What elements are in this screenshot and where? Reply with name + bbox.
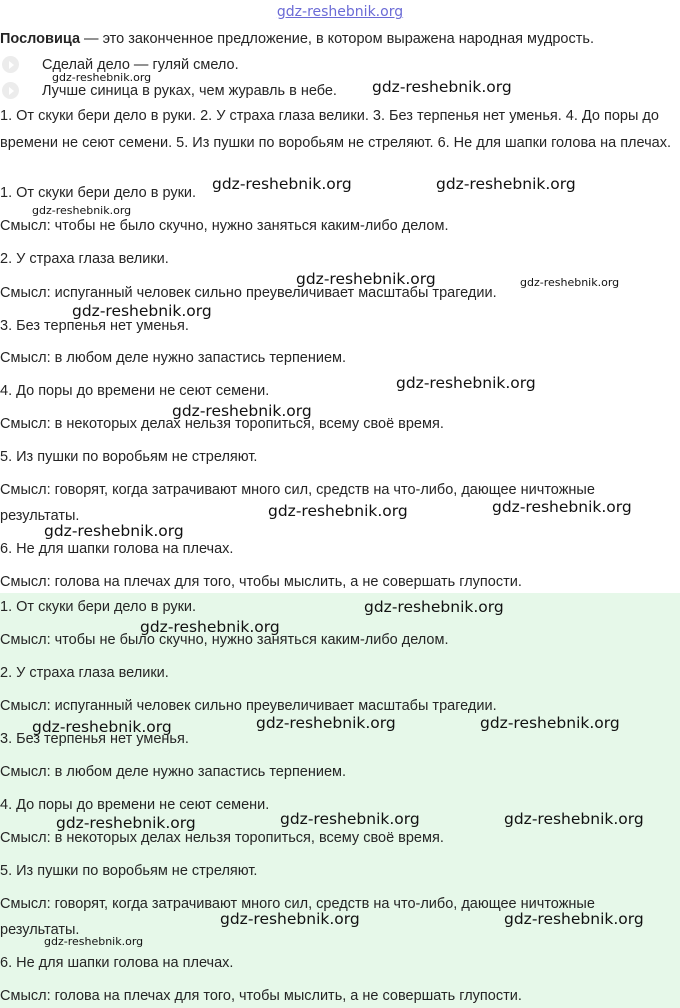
watermark: gdz-reshebnik.org — [220, 910, 360, 928]
watermark: gdz-reshebnik.org — [504, 810, 644, 828]
answer-5-meaning-line-1: Смысл: говорят, когда затрачивают много сил, средств на что-либо, дающее ничтожные — [0, 482, 595, 498]
task-paragraph: 1. От скуки бери дело в руки. 2. У страха глаза велики. 3. Без терпенья нет уменья. 4. До поры до времени не сеют семени. 5. Из пушки по воробьям не стреляют. 6. Не для шапки голова на плечах. — [0, 108, 672, 151]
answer-1-meaning: Смысл: чтобы не было скучно, нужно заняться каким-либо делом. — [0, 218, 449, 234]
watermark: gdz-reshebnik.org — [256, 714, 396, 732]
site-header-link[interactable]: gdz-reshebnik.org — [276, 4, 404, 20]
answer-4-proverb: 4. До поры до времени не сеют семени. — [0, 383, 270, 399]
watermark: gdz-reshebnik.org — [140, 618, 280, 636]
example-1: Сделай дело — гуляй смело. — [42, 57, 239, 73]
watermark: gdz-reshebnik.org — [56, 814, 196, 832]
watermark: gdz-reshebnik.org — [520, 276, 620, 289]
watermark: gdz-reshebnik.org — [504, 910, 644, 928]
watermark: gdz-reshebnik.org — [396, 374, 536, 392]
answer-5-proverb: 5. Из пушки по воробьям не стреляют. — [0, 449, 258, 465]
answer-5-meaning-line-2: результаты. — [0, 508, 80, 524]
answer-1-proverb: 1. От скуки бери дело в руки. — [0, 185, 197, 201]
answer-6-proverb-repeat: 6. Не для шапки голова на плечах. — [0, 955, 234, 971]
watermark: gdz-reshebnik.org — [172, 402, 312, 420]
watermark: gdz-reshebnik.org — [280, 810, 420, 828]
answer-5-meaning-line-1-repeat: Смысл: говорят, когда затрачивают много сил, средств на что-либо, дающее ничтожные — [0, 896, 595, 912]
answer-1-proverb-repeat: 1. От скуки бери дело в руки. — [0, 599, 197, 615]
answer-6-meaning: Смысл: голова на плечах для того, чтобы мыслить, а не совершать глупости. — [0, 574, 522, 590]
answer-6-meaning-repeat: Смысл: голова на плечах для того, чтобы мыслить, а не совершать глупости. — [0, 988, 522, 1004]
watermark: gdz-reshebnik.org — [296, 270, 436, 288]
watermark: gdz-reshebnik.org — [372, 78, 512, 96]
answer-5-meaning-line-2-repeat: результаты. — [0, 922, 80, 938]
watermark: gdz-reshebnik.org — [436, 175, 576, 193]
watermark: gdz-reshebnik.org — [44, 935, 144, 948]
answer-1-meaning-repeat: Смысл: чтобы не было скучно, нужно заняться каким-либо делом. — [0, 632, 449, 648]
answer-6-proverb: 6. Не для шапки голова на плечах. — [0, 541, 234, 557]
watermark: gdz-reshebnik.org — [480, 714, 620, 732]
answer-2-meaning-repeat: Смысл: испуганный человек сильно преувеличивает масштабы трагедии. — [0, 698, 497, 714]
answer-3-proverb: 3. Без терпенья нет уменья. — [0, 318, 189, 334]
intro-definition-text: — это законченное предложение, в котором выражена народная мудрость. — [80, 31, 594, 47]
intro-term: Пословица — [0, 31, 81, 47]
intro-definition — [0, 29, 594, 49]
answer-2-meaning: Смысл: испуганный человек сильно преувеличивает масштабы трагедии. — [0, 285, 497, 301]
bullet-play-icon — [2, 56, 19, 73]
answer-4-meaning: Смысл: в некоторых делах нельзя торопиться, всему своё время. — [0, 416, 444, 432]
watermark: gdz-reshebnik.org — [32, 718, 172, 736]
watermark: gdz-reshebnik.org — [72, 302, 212, 320]
example-2: Лучше синица в руках, чем журавль в небе. — [42, 83, 337, 99]
watermark: gdz-reshebnik.org — [492, 498, 632, 516]
watermark: gdz-reshebnik.org — [364, 598, 504, 616]
answer-2-proverb: 2. У страха глаза велики. — [0, 251, 169, 267]
watermark: gdz-reshebnik.org — [52, 71, 152, 84]
watermark: gdz-reshebnik.org — [44, 522, 184, 540]
bullet-play-icon — [2, 82, 19, 99]
answer-3-meaning-repeat: Смысл: в любом деле нужно запастись терпением. — [0, 764, 347, 780]
answer-4-meaning-repeat: Смысл: в некоторых делах нельзя торопиться, всему своё время. — [0, 830, 444, 846]
watermark: gdz-reshebnik.org — [32, 204, 132, 217]
answer-2-proverb-repeat: 2. У страха глаза велики. — [0, 665, 169, 681]
watermark: gdz-reshebnik.org — [268, 502, 408, 520]
answer-3-meaning: Смысл: в любом деле нужно запастись терпением. — [0, 350, 347, 366]
watermark: gdz-reshebnik.org — [212, 175, 352, 193]
answer-3-proverb-repeat: 3. Без терпенья нет уменья. — [0, 731, 189, 747]
answer-4-proverb-repeat: 4. До поры до времени не сеют семени. — [0, 797, 270, 813]
answer-5-proverb-repeat: 5. Из пушки по воробьям не стреляют. — [0, 863, 258, 879]
